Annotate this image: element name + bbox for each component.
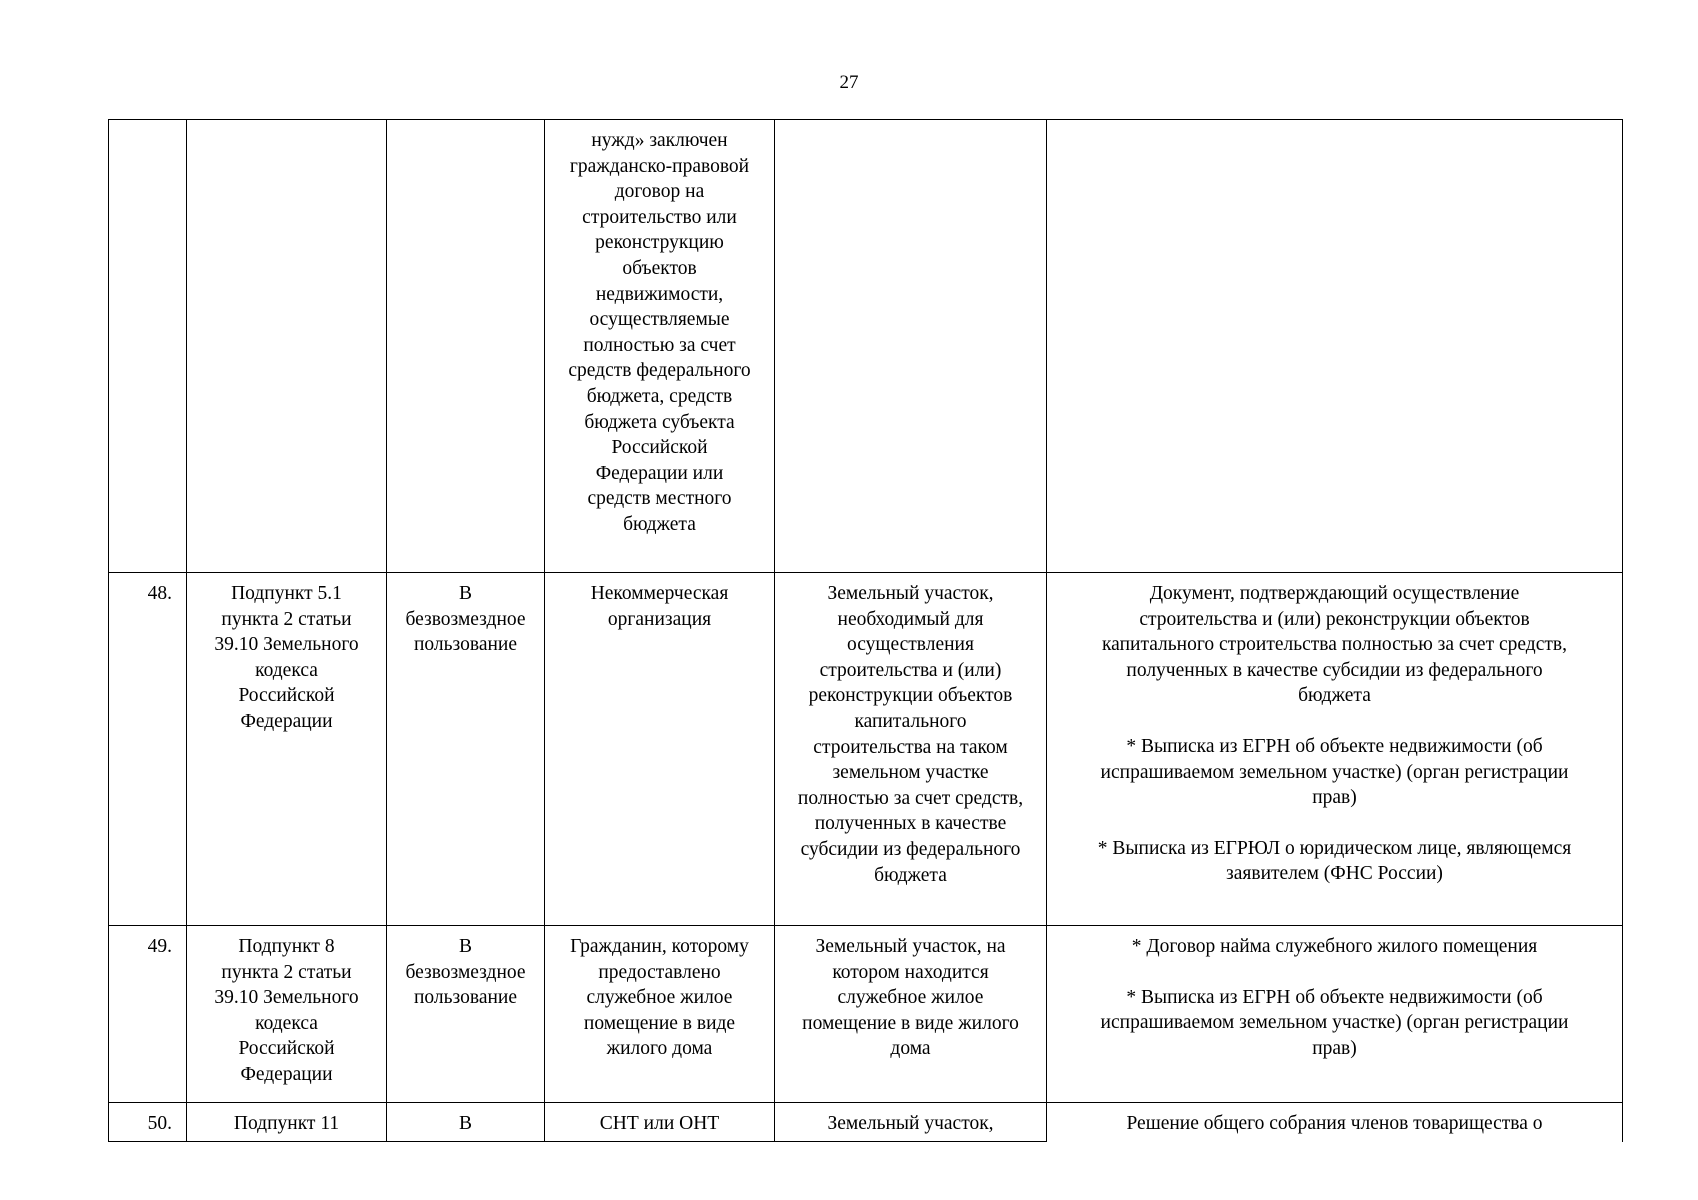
row-number-cell: [109, 120, 187, 573]
row-number-cell: 50.: [109, 1103, 187, 1142]
land-plots-table: [108, 119, 1623, 1142]
legal-basis-cell: Подпункт 5.1 пункта 2 статьи 39.10 Земельного кодекса Российской Федерации: [187, 573, 387, 926]
right-type-cell: В безвозмездное пользование: [387, 926, 545, 1103]
document-item: * Выписка из ЕГРН об объекте недвижимости (об испрашиваемом земельном участке) (орган регистрации прав): [1100, 986, 1569, 1059]
right-type-cell: В безвозмездное пользование: [387, 573, 545, 926]
table-row: [109, 120, 1623, 573]
land-plot-cell: Земельный участок, необходимый для осуществления строительства и (или) реконструкции объектов капитального строительства на таком земельном участке полностью за счет средств, полученных в качестве субсидии из федерального бюджета: [775, 573, 1047, 926]
row-number-cell: 48.: [109, 573, 187, 926]
table-row: [109, 573, 1623, 926]
right-type-cell: В: [387, 1103, 545, 1142]
document-item: * Выписка из ЕГРЮЛ о юридическом лице, являющемся заявителем (ФНС России): [1097, 837, 1572, 885]
documents-cell: [1047, 120, 1623, 573]
applicant-cell: СНТ или ОНТ: [545, 1103, 775, 1142]
table-row: [109, 926, 1623, 1103]
legal-basis-cell: Подпункт 11: [187, 1103, 387, 1142]
row-number-cell: 49.: [109, 926, 187, 1103]
document-item: Документ, подтверждающий осуществление строительства и (или) реконструкции объектов капитального строительства полностью за счет средств, полученных в качестве субсидии из федерального бюджета: [1102, 583, 1567, 707]
land-plot-cell: [775, 120, 1047, 573]
land-plot-cell: Земельный участок, на котором находится служебное жилое помещение в виде жилого дома: [775, 926, 1047, 1103]
document-item: * Договор найма служебного жилого помещения: [1131, 936, 1538, 957]
documents-cell: [1047, 926, 1623, 1103]
right-type-cell: [387, 120, 545, 573]
legal-basis-cell: [187, 120, 387, 573]
applicant-cell: нужд» заключен гражданско-правовой договор на строительство или реконструкцию объектов недвижимости, осуществляемые полностью за счет средств федерального бюджета, средств бюджета субъекта Российской Федерации или средств местного бюджета: [545, 120, 775, 573]
applicant-cell: Гражданин, которому предоставлено служебное жилое помещение в виде жилого дома: [545, 926, 775, 1103]
land-plot-cell: Земельный участок,: [775, 1103, 1047, 1142]
table-row: [109, 1103, 1623, 1142]
applicant-cell: Некоммерческая организация: [545, 573, 775, 926]
document-item: Решение общего собрания членов товарищества о: [1126, 1113, 1543, 1134]
page-number: 27: [839, 72, 859, 93]
document-item: * Выписка из ЕГРН об объекте недвижимости (об испрашиваемом земельном участке) (орган регистрации прав): [1100, 735, 1569, 809]
documents-cell: [1047, 1103, 1623, 1142]
legal-basis-cell: Подпункт 8 пункта 2 статьи 39.10 Земельного кодекса Российской Федерации: [187, 926, 387, 1103]
documents-cell: [1047, 573, 1623, 926]
